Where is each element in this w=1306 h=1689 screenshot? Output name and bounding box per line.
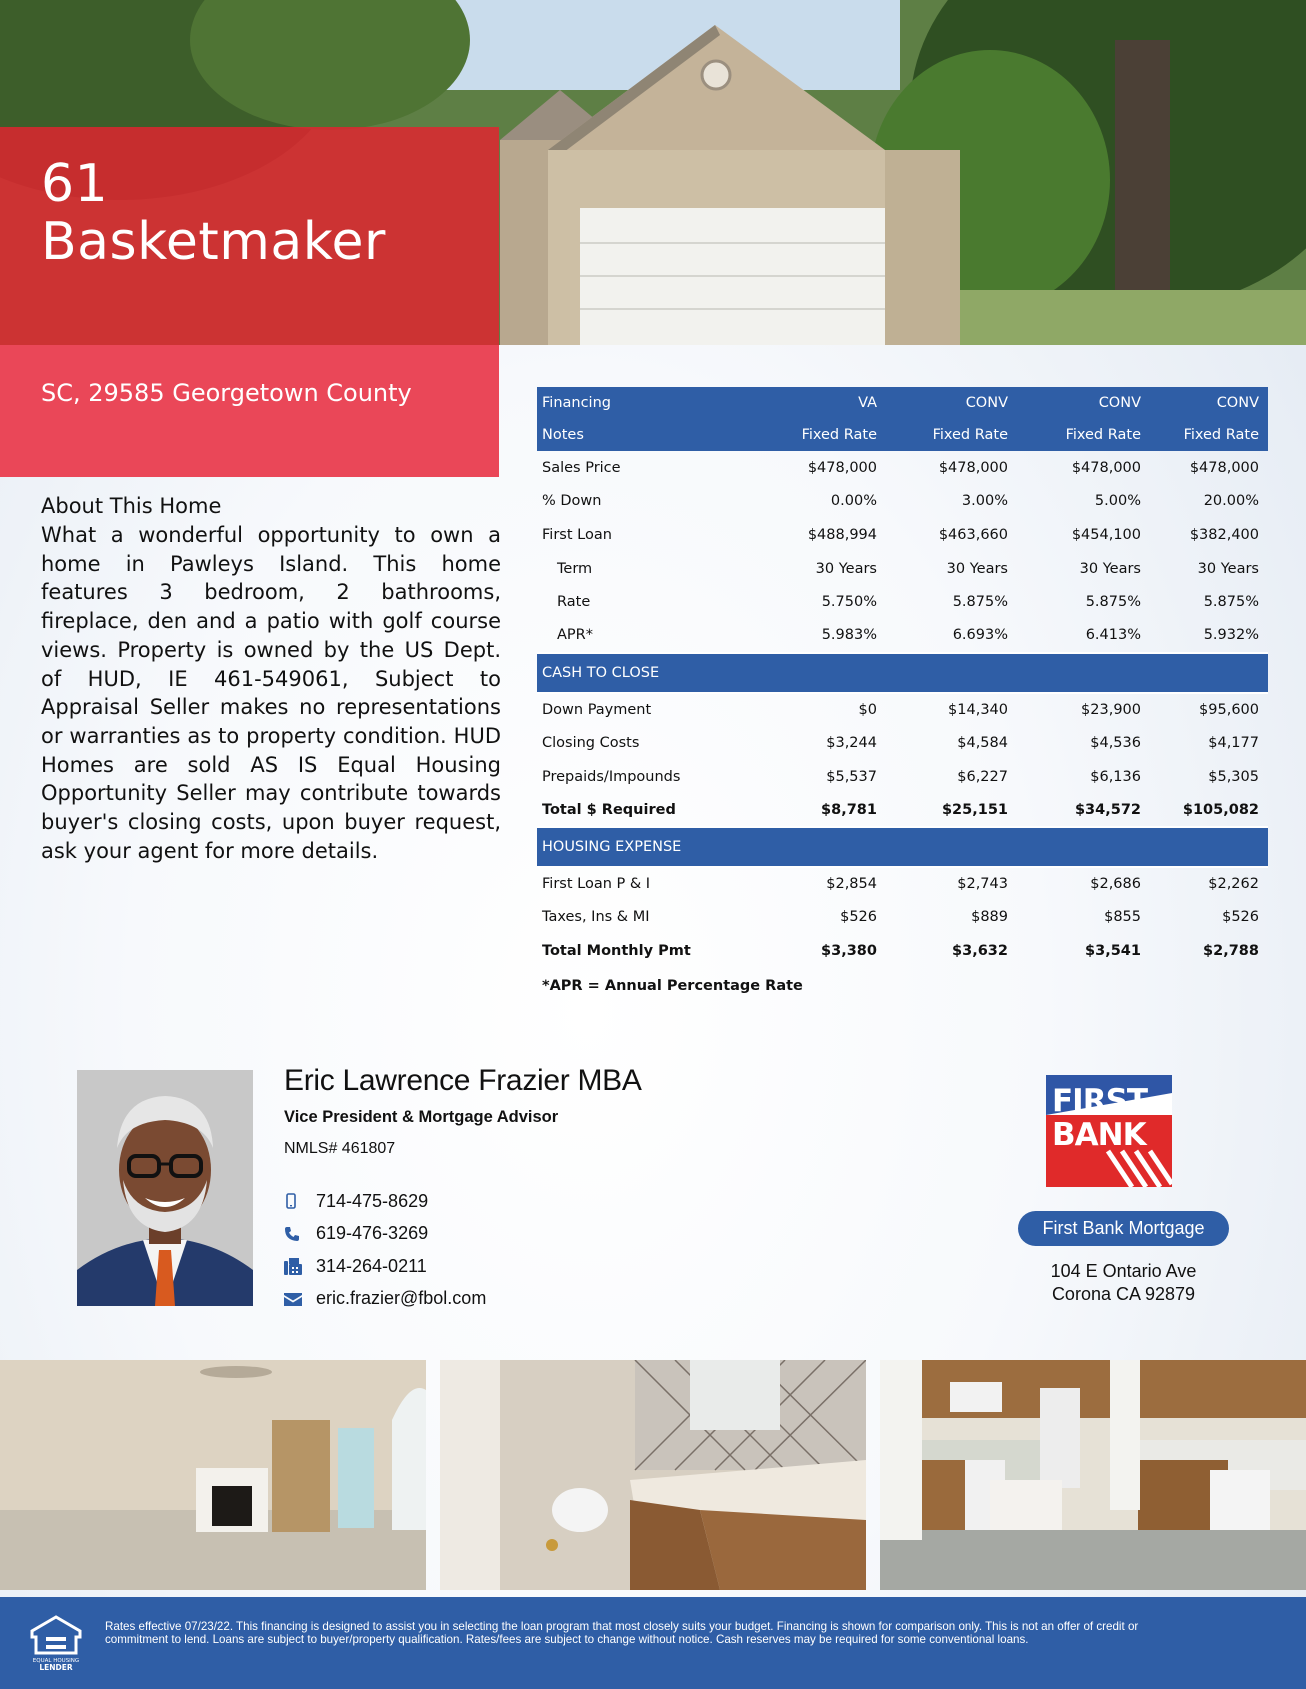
table-cell: $526 [1222, 909, 1259, 926]
agent-contacts [284, 1185, 486, 1315]
row-label: Sales Price [542, 459, 621, 476]
property-address-block [0, 345, 499, 477]
table-row [537, 867, 1268, 901]
table-cell: $3,632 [952, 942, 1008, 959]
table-row [537, 619, 1268, 653]
row-label: Rate [557, 594, 591, 611]
about-description: What a wonderful opportunity to own a home in Pawleys Island. This home features 3 bedroom, 2 bathrooms, fireplace, den and a patio with golf course views. Property is owned by the US Dept. of HUD, IE 461-549061, Subject to Appraisal Seller makes no representations or warranties as to property condition. HUD Homes are sold AS IS Equal Housing Opportunity Seller may contribute towards buyer's closing costs, upon buyer request, ask your agent for more details. [41, 523, 501, 863]
row-label: Down Payment [542, 701, 652, 718]
mobile-phone-icon [284, 1193, 316, 1209]
footer-disclaimer-bar [0, 1597, 1306, 1689]
table-total-row [537, 934, 1268, 968]
table-cell: $4,536 [1090, 734, 1141, 751]
table-header-row [537, 387, 1268, 419]
agent-title: Vice President & Mortgage Advisor [284, 1108, 559, 1126]
table-cell: 5.932% [1203, 627, 1259, 644]
table-cell: $889 [971, 909, 1008, 926]
table-cell: $2,262 [1208, 876, 1259, 893]
row-label: Notes [537, 419, 759, 451]
bank-address-line2: Corona CA 92879 [1051, 1284, 1196, 1304]
gallery-photo-living-room [0, 1360, 426, 1590]
table-row [537, 485, 1268, 519]
property-title [41, 155, 386, 271]
table-cell: 30 Years [1197, 560, 1259, 577]
eho-text-line1: EQUAL HOUSING [32, 1658, 80, 1664]
table-row [537, 518, 1268, 552]
table-cell: $2,743 [957, 876, 1008, 893]
table-row [537, 552, 1268, 586]
table-cell: $2,788 [1203, 942, 1259, 959]
agent-nmls: NMLS# 461807 [284, 1140, 396, 1157]
disclaimer-text: Rates effective 07/23/22. This financing is designed to assist you in selecting the loan program that most closely suits your budget. Financing is shown for comparison only. This is not an offer of credit or commitment to lend. Loans are subject to buyer/property qualification. Rates/fees are subject to change without notice. Cash reserves may be required for some conventional loans. [105, 1620, 1139, 1646]
table-cell: Fixed Rate [759, 419, 886, 451]
table-cell: $3,541 [1085, 942, 1141, 959]
table-cell: $3,244 [826, 734, 877, 751]
table-cell: $8,781 [821, 801, 877, 818]
contact-email-address: eric.frazier@fbol.com [316, 1288, 487, 1309]
table-cell: $5,537 [826, 768, 877, 785]
agent-photo [77, 1070, 253, 1306]
table-cell: $488,994 [807, 526, 877, 543]
financing-table [537, 387, 1268, 1004]
table-cell: 3.00% [961, 493, 1008, 510]
row-label: Total $ Required [542, 801, 676, 818]
table-cell: 5.00% [1094, 493, 1141, 510]
table-note-row [537, 968, 1268, 1004]
gallery-photo-kitchen [880, 1360, 1306, 1590]
table-cell: $4,177 [1208, 734, 1259, 751]
row-label: First Loan [542, 526, 612, 543]
table-cell: $4,584 [957, 734, 1008, 751]
table-cell: 5.750% [821, 594, 877, 611]
table-cell: $5,305 [1208, 768, 1259, 785]
table-cell: $25,151 [941, 801, 1008, 818]
table-cell: $23,900 [1081, 701, 1141, 718]
table-cell: $0 [858, 701, 877, 718]
bank-name-badge: First Bank Mortgage [1018, 1211, 1229, 1246]
logo-text-bank: BANK [1052, 1117, 1146, 1153]
table-cell: $34,572 [1074, 801, 1141, 818]
gallery-photo-bathroom [440, 1360, 866, 1590]
row-label: First Loan P & I [542, 876, 651, 893]
table-cell: $6,227 [957, 768, 1008, 785]
table-cell: $478,000 [807, 459, 877, 476]
about-section [41, 492, 501, 865]
table-row [537, 760, 1268, 794]
fax-icon [284, 1258, 316, 1275]
table-cell: $14,340 [948, 701, 1008, 718]
row-label: Prepaids/Impounds [542, 768, 681, 785]
equal-housing-lender-icon [30, 1615, 82, 1671]
first-bank-logo [1046, 1075, 1172, 1187]
contact-email[interactable] [284, 1283, 486, 1316]
contact-mobile[interactable] [284, 1185, 486, 1218]
table-cell: 5.875% [1085, 594, 1141, 611]
contact-phone-number: 619-476-3269 [316, 1223, 429, 1244]
row-label: APR* [557, 627, 593, 644]
section-title-housing-expense: HOUSING EXPENSE [537, 827, 1268, 867]
section-header-row [537, 827, 1268, 867]
row-label: % Down [542, 493, 602, 510]
apr-note: *APR = Annual Percentage Rate [542, 977, 803, 994]
table-cell: 30 Years [1079, 560, 1141, 577]
agent-name: Eric Lawrence Frazier MBA [284, 1064, 642, 1097]
table-cell: $855 [1104, 909, 1141, 926]
table-cell: VA [759, 387, 886, 419]
table-cell: 30 Years [815, 560, 877, 577]
table-row [537, 451, 1268, 485]
table-cell: $6,136 [1090, 768, 1141, 785]
bank-address-line1: 104 E Ontario Ave [1050, 1261, 1197, 1281]
contact-mobile-number: 714-475-8629 [316, 1190, 429, 1211]
logo-text-first: FIRST [1052, 1083, 1148, 1119]
contact-fax[interactable] [284, 1250, 486, 1283]
property-number: 61 [41, 154, 109, 214]
section-header-row [537, 653, 1268, 693]
table-cell: $3,380 [821, 942, 877, 959]
table-total-row [537, 793, 1268, 827]
table-cell: Fixed Rate [1017, 419, 1150, 451]
contact-phone[interactable] [284, 1218, 486, 1251]
table-cell: $95,600 [1199, 701, 1259, 718]
row-label: Closing Costs [542, 734, 640, 751]
bank-address [1018, 1260, 1229, 1306]
table-cell: 5.875% [1203, 594, 1259, 611]
table-cell: CONV [1017, 387, 1150, 419]
table-cell: $2,854 [826, 876, 877, 893]
table-cell: 6.413% [1085, 627, 1141, 644]
table-cell: 20.00% [1203, 493, 1259, 510]
row-label: Term [557, 560, 593, 577]
table-cell: $2,686 [1090, 876, 1141, 893]
row-label: Taxes, Ins & MI [542, 909, 650, 926]
table-cell: $478,000 [1071, 459, 1141, 476]
table-cell: 0.00% [830, 493, 877, 510]
table-cell: $105,082 [1182, 801, 1259, 818]
envelope-icon [284, 1292, 316, 1306]
table-row [537, 693, 1268, 727]
property-address: SC, 29585 Georgetown County [41, 379, 412, 407]
contact-fax-number: 314-264-0211 [316, 1255, 427, 1276]
table-cell: $463,660 [938, 526, 1008, 543]
table-row [537, 585, 1268, 619]
table-row [537, 726, 1268, 760]
table-cell: $478,000 [938, 459, 1008, 476]
table-cell: Fixed Rate [886, 419, 1017, 451]
table-cell: Fixed Rate [1150, 419, 1268, 451]
eho-text-line2: LENDER [39, 1663, 73, 1671]
phone-icon [284, 1226, 316, 1242]
table-cell: 5.875% [952, 594, 1008, 611]
table-cell: 30 Years [946, 560, 1008, 577]
table-header-row [537, 419, 1268, 451]
table-cell: 6.693% [952, 627, 1008, 644]
table-cell: $454,100 [1071, 526, 1141, 543]
row-label: Total Monthly Pmt [542, 942, 691, 959]
row-label: Financing [537, 387, 759, 419]
table-cell: $382,400 [1189, 526, 1259, 543]
table-row [537, 901, 1268, 935]
table-cell: 5.983% [821, 627, 877, 644]
table-cell: CONV [886, 387, 1017, 419]
table-cell: $526 [840, 909, 877, 926]
about-title: About This Home [41, 494, 222, 518]
property-title-block [0, 127, 499, 345]
table-cell: CONV [1150, 387, 1268, 419]
table-cell: $478,000 [1189, 459, 1259, 476]
property-street: Basketmaker [41, 212, 386, 272]
section-title-cash-to-close: CASH TO CLOSE [537, 653, 1268, 693]
